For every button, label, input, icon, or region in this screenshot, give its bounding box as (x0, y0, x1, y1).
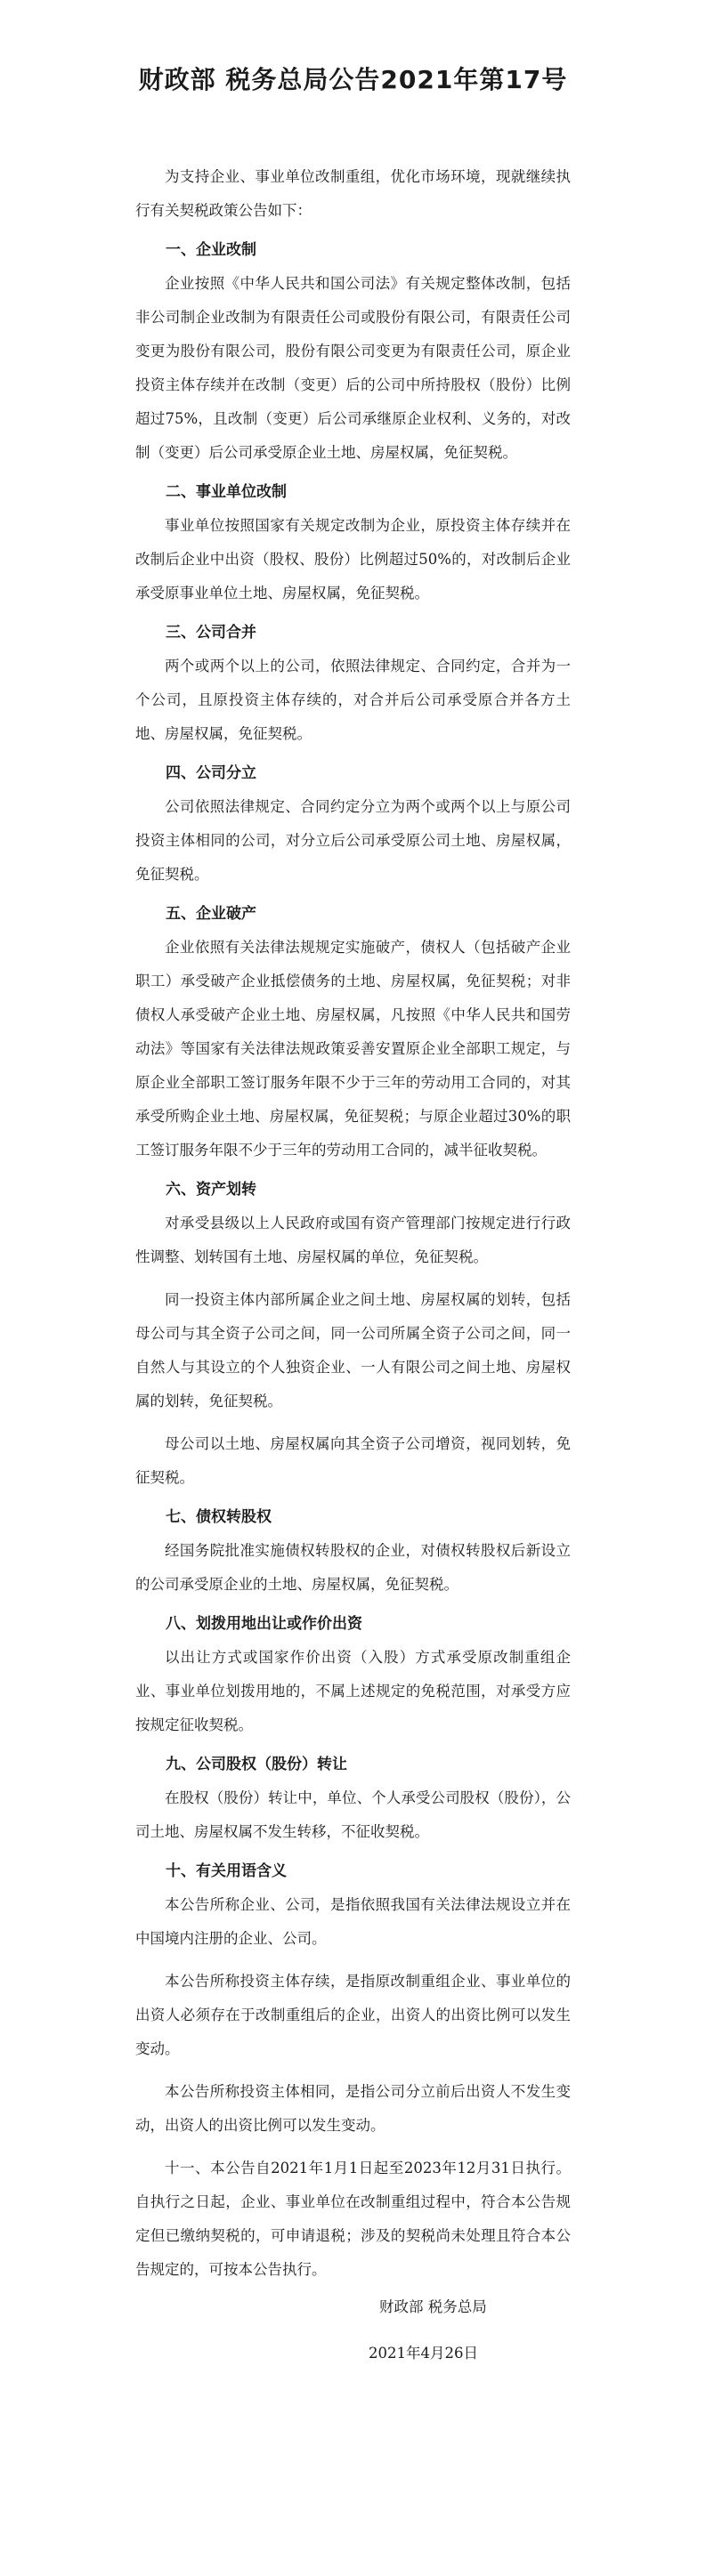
section-enterprise-restructuring (135, 233, 571, 470)
section-heading: 四、公司分立 (166, 764, 256, 782)
intro-paragraph: 为支持企业、事业单位改制重组，优化市场环境，现就继续执行有关契税政策公告如下： (135, 168, 571, 219)
section-definitions (135, 1854, 571, 2287)
section-heading: 七、债权转股权 (166, 1508, 272, 1526)
section-paragraph: 在股权（股份）转让中，单位、个人承受公司股权（股份），公司土地、房屋权属不发生转移，不征收契税。 (135, 1789, 571, 1840)
section-company-merger (135, 616, 571, 751)
issue-date: 2021年4月26日 (369, 2345, 478, 2362)
section-heading: 二、事业单位改制 (166, 483, 287, 501)
page-title: 财政部 税务总局公告2021年第17号 (138, 65, 568, 94)
section-asset-transfer (135, 1173, 571, 1495)
section-heading: 五、企业破产 (166, 905, 256, 923)
section-paragraph: 企业按照《中华人民共和国公司法》有关规定整体改制，包括非公司制企业改制为有限责任公司或股份有限公司，有限责任公司变更为股份有限公司，股份有限公司变更为有限责任公司，原企业投资主体存续并在改制（变更）后的公司中所持股权（股份）比例超过75%，且改制（变更）后公司承继原企业权利、义务的，对改制（变更）后公司承受原企业土地、房屋权属，免征契税。 (135, 275, 571, 461)
signature: 财政部 税务总局 (379, 2298, 487, 2315)
section-institution-restructuring (135, 475, 571, 610)
section-paragraph: 对承受县级以上人民政府或国有资产管理部门按规定进行行政性调整、划转国有土地、房屋权属的单位，免征契税。 (135, 1215, 571, 1265)
section-paragraph: 本公告所称企业、公司，是指依照我国有关法律法规设立并在中国境内注册的企业、公司。 (135, 1896, 571, 1947)
section-paragraph: 企业依照有关法律法规规定实施破产，债权人（包括破产企业职工）承受破产企业抵偿债务的土地、房屋权属，免征契税；对非债权人承受破产企业土地、房屋权属，凡按照《中华人民共和国劳动法》等国家有关法律法规政策妥善安置原企业全部职工规定，与原企业全部职工签订服务年限不少于三年的劳动用工合同的，对其承受所购企业土地、房屋权属，免征契税；与原企业超过30%的职工签订服务年限不少于三年的劳动用工合同的，减半征收契税。 (135, 939, 571, 1159)
section-paragraph: 两个或两个以上的公司，依照法律规定、合同约定，合并为一个公司，且原投资主体存续的，对合并后公司承受原合并各方土地、房屋权属，免征契税。 (135, 658, 571, 742)
section-paragraph: 母公司以土地、房屋权属向其全资子公司增资，视同划转，免征契税。 (135, 1435, 571, 1486)
section-bankruptcy (135, 897, 571, 1167)
section-paragraph: 同一投资主体内部所属企业之间土地、房屋权属的划转，包括母公司与其全资子公司之间，同一公司所属全资子公司之间，同一自然人与其设立的个人独资企业、一人有限公司之间土地、房屋权属的划转，免征契税。 (135, 1291, 571, 1409)
section-heading: 一、企业改制 (166, 241, 256, 259)
section-heading: 六、资产划转 (166, 1181, 256, 1199)
section-heading: 三、公司合并 (166, 624, 256, 642)
section-paragraph: 公司依照法律规定、合同约定分立为两个或两个以上与原公司投资主体相同的公司，对分立后公司承受原公司土地、房屋权属，免征契税。 (135, 798, 571, 883)
section-company-division (135, 756, 571, 892)
section-equity-transfer (135, 1748, 571, 1849)
effective-date-paragraph: 十一、本公告自2021年1月1日起至2023年12月31日执行。自执行之日起，企业、事业单位在改制重组过程中，符合本公告规定但已缴纳契税的，可申请退税；涉及的契税尚未处理且符合本公告规定的，可按本公告执行。 (135, 2160, 571, 2278)
section-paragraph: 事业单位按照国家有关规定改制为企业，原投资主体存续并在改制后企业中出资（股权、股份）比例超过50%的，对改制后企业承受原事业单位土地、房屋权属，免征契税。 (135, 517, 571, 602)
section-allocated-land (135, 1607, 571, 1742)
section-paragraph: 本公告所称投资主体相同，是指公司分立前后出资人不发生变动，出资人的出资比例可以发生变动。 (135, 2083, 571, 2134)
section-heading: 十、有关用语含义 (166, 1862, 287, 1880)
section-paragraph: 本公告所称投资主体存续，是指原改制重组企业、事业单位的出资人必须存在于改制重组后的企业，出资人的出资比例可以发生变动。 (135, 1973, 571, 2057)
section-heading: 八、划拨用地出让或作价出资 (166, 1615, 362, 1633)
section-paragraph: 以出让方式或国家作价出资（入股）方式承受原改制重组企业、事业单位划拨用地的，不属上述规定的免税范围，对承受方应按规定征收契税。 (135, 1649, 571, 1733)
section-debt-to-equity (135, 1500, 571, 1602)
section-paragraph: 经国务院批准实施债权转股权的企业，对债权转股权后新设立的公司承受原企业的土地、房屋权属，免征契税。 (135, 1542, 571, 1593)
section-heading: 九、公司股权（股份）转让 (166, 1756, 347, 1773)
